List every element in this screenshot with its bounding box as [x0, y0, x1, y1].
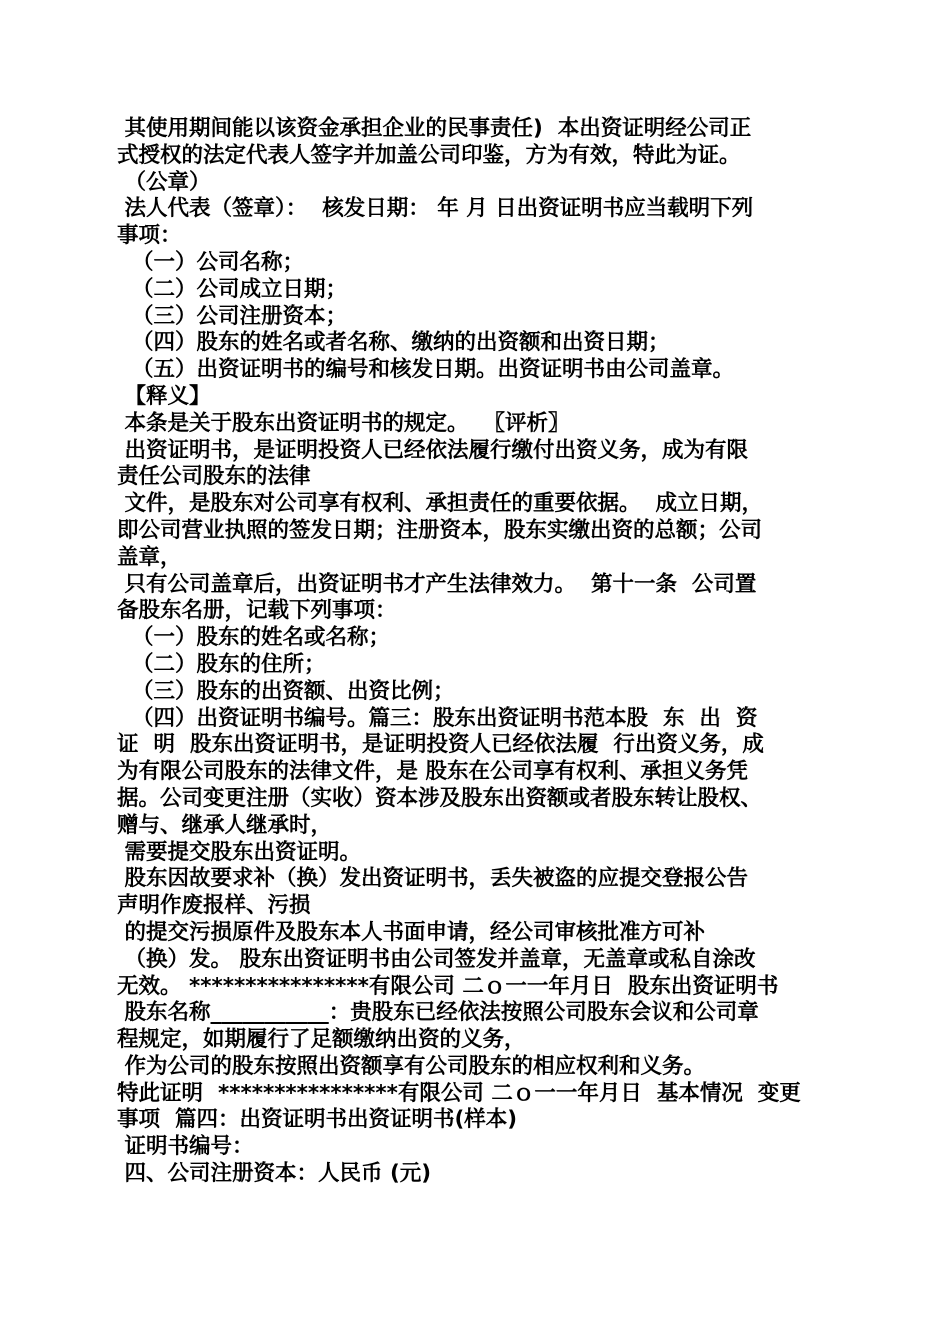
- text-line: 即公司营业执照的签发日期；注册资本，股东实缴出资的总额；公司: [117, 517, 763, 543]
- text-line: （换）发。 股东出资证明书由公司签发并盖章，无盖章或私自涂改: [117, 946, 756, 972]
- list-item: （四）出资证明书编号。篇三：股东出资证明书范本股 东 出 资: [117, 705, 758, 731]
- text-line: 四、公司注册资本：人民币 (元): [117, 1161, 432, 1187]
- text-line: 法人代表（签章）： 核发日期： 年 月 日出资证明书应当载明下列: [117, 196, 754, 222]
- text-line: 文件，是股东对公司享有权利、承担责任的重要依据。 成立日期，: [117, 491, 763, 517]
- text-line: 股东因故要求补（换）发出资证明书，丢失被盗的应提交登报公告: [117, 866, 748, 892]
- text-line: 出资证明书，是证明投资人已经依法履行缴付出资义务，成为有限: [117, 437, 748, 463]
- text-line: 特此证明 ****************有限公司 二ｏ一一年月日 基本情况 变更: [117, 1080, 801, 1106]
- text-line: 股东名称___________：贵股东已经依法按照公司股东会议和公司章: [117, 1000, 759, 1026]
- list-item: （三）股东的出资额、出资比例；: [117, 678, 455, 704]
- text-line: 只有公司盖章后，出资证明书才产生法律效力。 第十一条 公司置: [117, 571, 757, 597]
- text-line: 程规定，如期履行了足额缴纳出资的义务，: [117, 1027, 526, 1053]
- text-line: 声明作废报样、污损: [117, 893, 311, 919]
- text-line: 的提交污损原件及股东本人书面申请，经公司审核批准方可补: [117, 919, 705, 945]
- text-line: 事项：: [117, 223, 182, 249]
- text-line: 无效。 ****************有限公司 二ｏ一一年月日 股东出资证明书: [117, 973, 779, 999]
- text-line: 事项 篇四：出资证明书出资证明书(样本): [117, 1107, 518, 1133]
- text-line: 责任公司股东的法律: [117, 464, 311, 490]
- text-line: 证 明 股东出资证明书，是证明投资人已经依法履 行出资义务，成: [117, 732, 764, 758]
- text-line: 本条是关于股东出资证明书的规定。 〖评析〗: [117, 410, 570, 436]
- list-item: （二）公司成立日期；: [117, 276, 347, 302]
- list-item: （一）股东的姓名或名称；: [117, 625, 390, 651]
- text-line: 为有限公司股东的法律文件，是 股东在公司享有权利、承担义务凭: [117, 759, 748, 785]
- list-item: （一）公司名称；: [117, 249, 304, 275]
- text-line: 备股东名册，记载下列事项：: [117, 598, 397, 624]
- text-line: （公章）: [117, 169, 211, 195]
- text-line: 式授权的法定代表人签字并加盖公司印鉴，方为有效，特此为证。: [117, 142, 741, 168]
- list-item: （三）公司注册资本；: [117, 303, 347, 329]
- text-line: 需要提交股东出资证明。: [117, 839, 361, 865]
- list-item: （二）股东的住所；: [117, 651, 326, 677]
- list-item: （五）出资证明书的编号和核发日期。出资证明书由公司盖章。: [117, 357, 734, 383]
- document-body: [117, 116, 839, 1188]
- text-line: 赠与、继承人继承时，: [117, 812, 333, 838]
- section-heading: 【释义】: [117, 383, 211, 409]
- text-line: 据。公司变更注册（实收）资本涉及股东出资额或者股东转让股权、: [117, 785, 763, 811]
- text-line: 其使用期间能以该资金承担企业的民事责任) 本出资证明经公司正: [117, 116, 752, 141]
- text-line: 盖章，: [117, 544, 182, 570]
- list-item: （四）股东的姓名或者名称、缴纳的出资额和出资日期；: [117, 330, 670, 356]
- text-line: 作为公司的股东按照出资额享有公司股东的相应权利和义务。: [117, 1053, 705, 1079]
- text-line: 证明书编号：: [117, 1134, 254, 1160]
